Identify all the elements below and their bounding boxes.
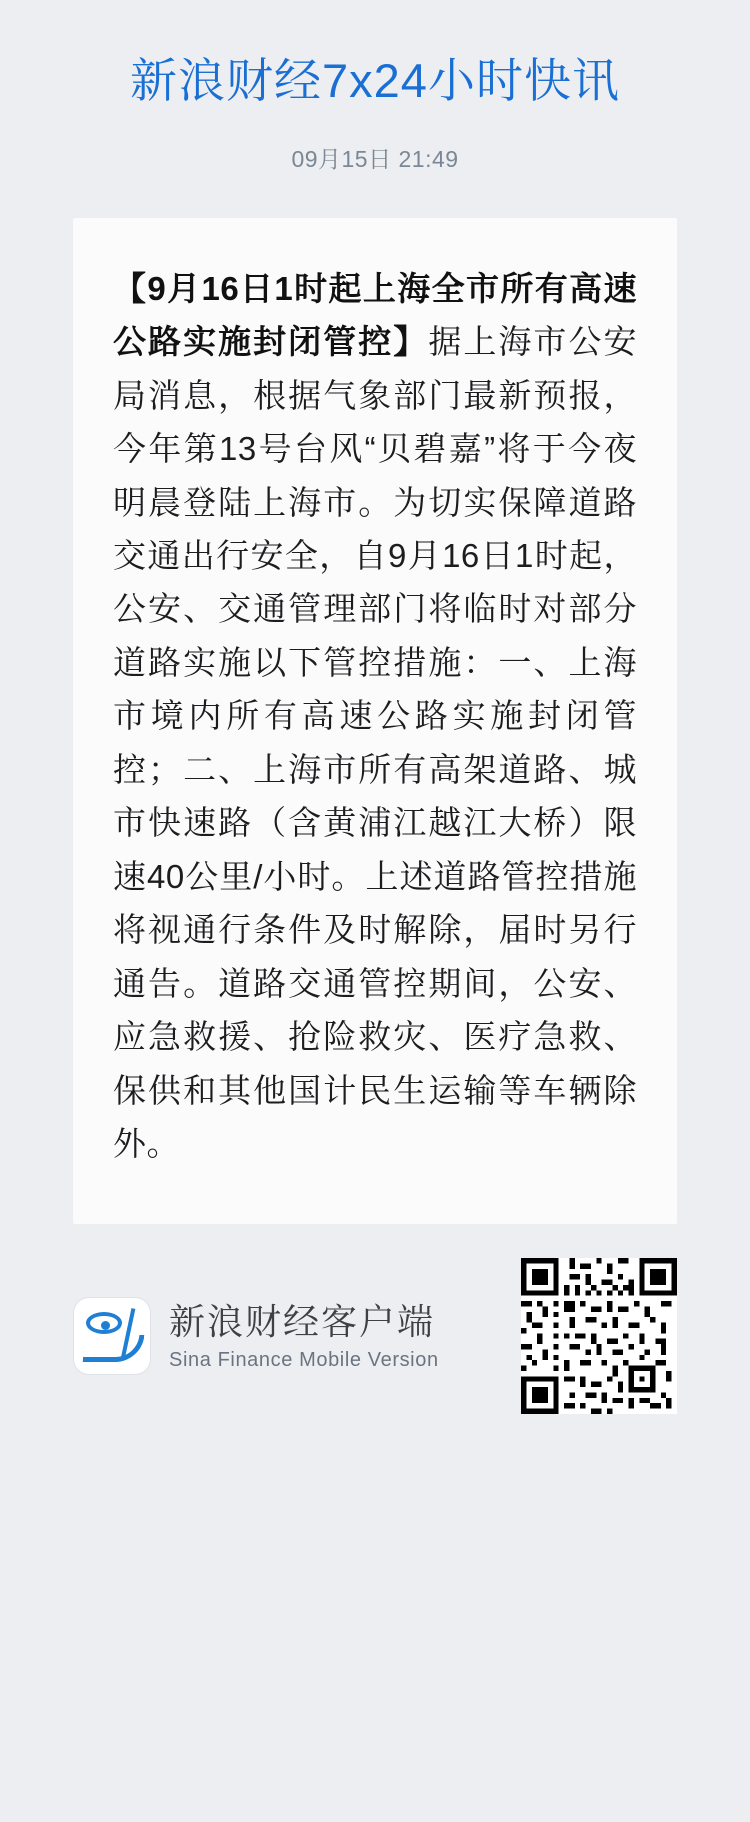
article-lead: 【9月16日1时起上海全市所有高速公路实施封闭管控】 [113,269,637,361]
header [0,0,750,174]
article-card [73,218,677,1225]
brand-name-en: Sina Finance Mobile Version [169,1348,439,1371]
brand-text [169,1301,439,1371]
page-title: 新浪财经7x24小时快讯 [130,54,620,107]
brand-name-cn: 新浪财经客户端 [169,1301,436,1343]
publish-timestamp: 09月15日 21:49 [291,145,459,172]
article-text: 据上海市公安局消息，根据气象部门最新预报，今年第13号台风“贝碧嘉”将于今夜明晨登陆上海市。为切实保障道路交通出行安全，自9月16日1时起，公安、交通管理部门将临时对部分道路实施以下管控措施：一、上海市境内所有高速公路实施封闭管控；二、上海市所有高架道路、城市快速路（含黄浦江越江大桥）限速40公里/小时。上述道路管控措施将视通行条件及时解除，届时另行通告。道路交通管控期间，公安、应急救援、抢险救灾、医疗急救、保供和其他国计民生运输等车辆除外。 [113,323,638,1162]
sina-logo-icon [73,1297,151,1375]
article-body [113,262,637,1171]
qr-code-icon[interactable] [521,1258,677,1414]
footer [73,1258,677,1414]
brand-block [73,1297,439,1375]
